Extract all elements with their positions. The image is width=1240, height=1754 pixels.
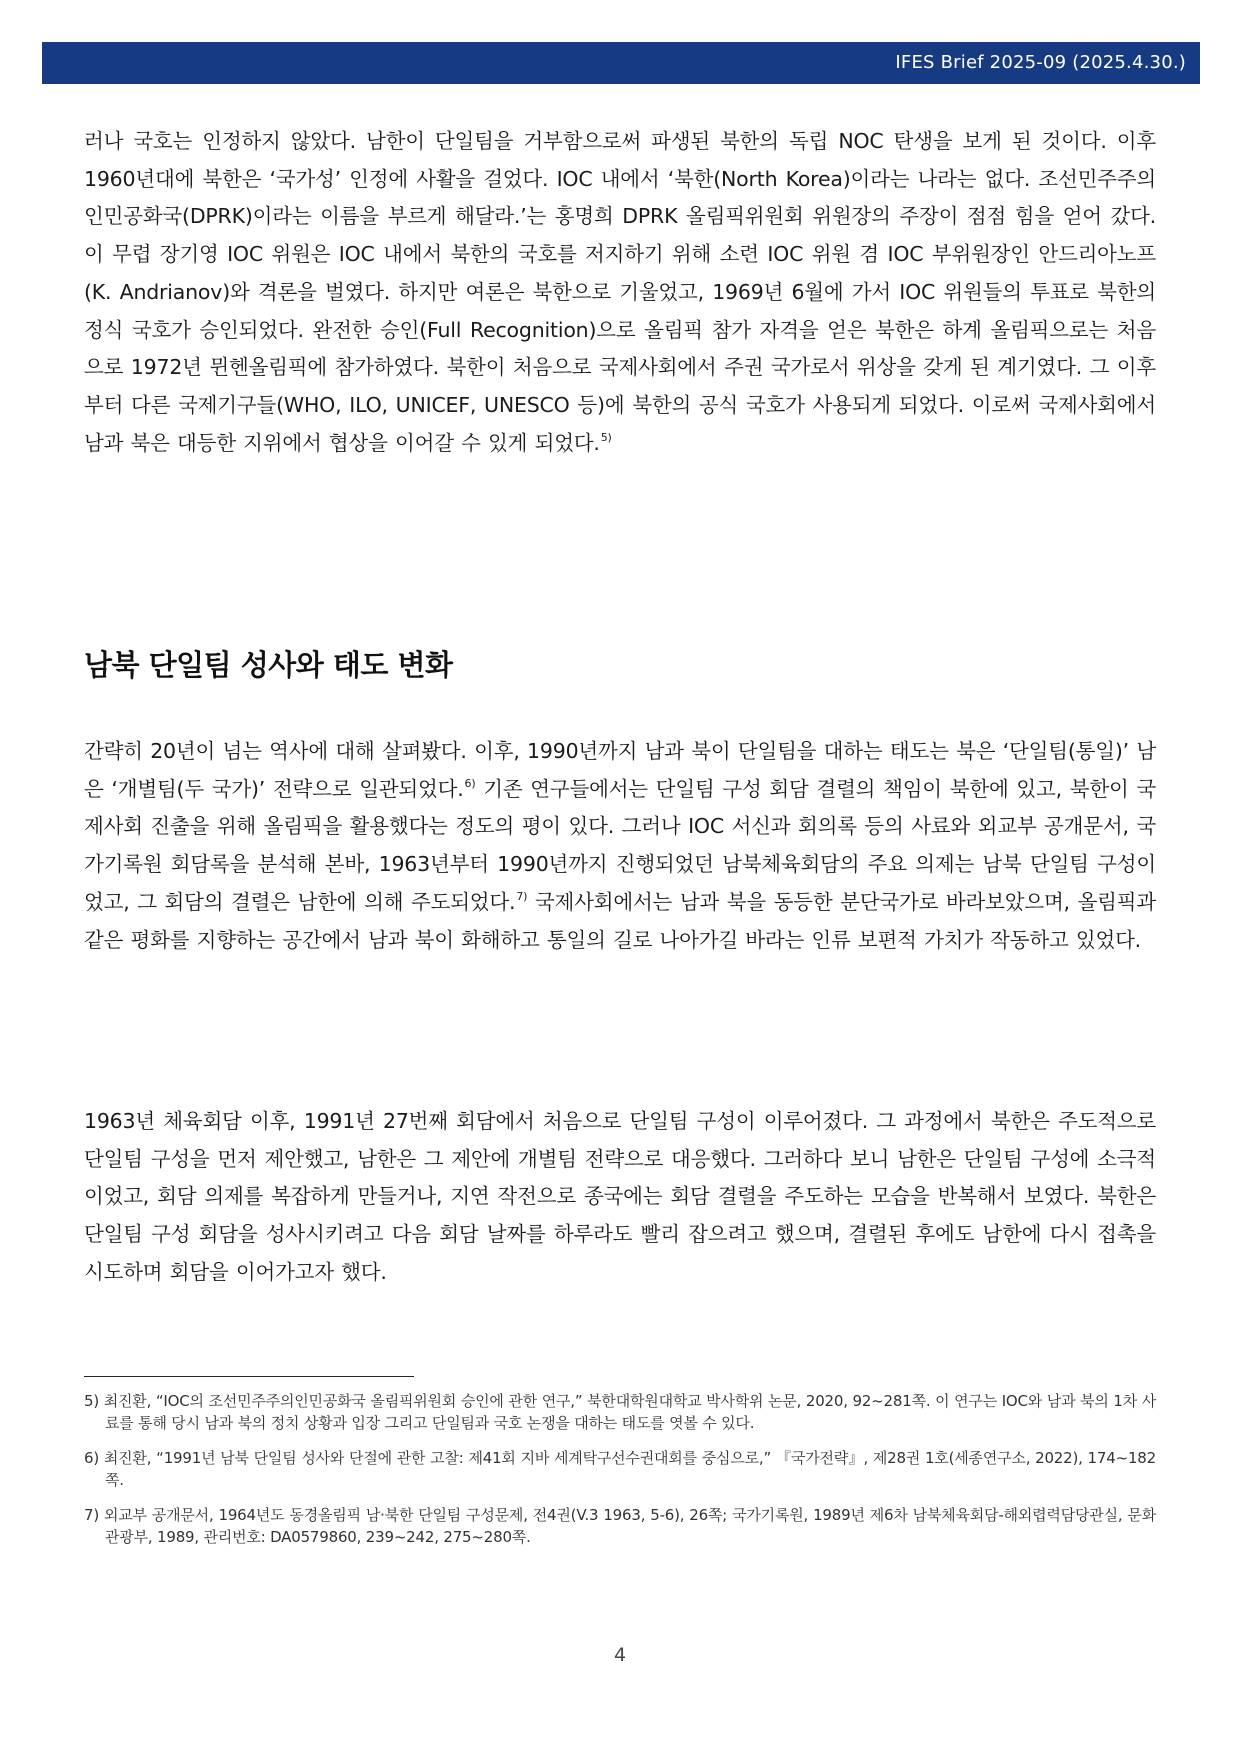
header-bar	[42, 42, 1200, 84]
page-number: 4	[613, 1644, 627, 1666]
footnote-text: 최진환, “IOC의 조선민주주의인민공화국 올림픽위원회 승인에 관한 연구,” 북한대학원대학교 박사학위 논문, 2020, 92~281쪽. 이 연구는 IOC와 남과 북의 1차 사료를 통해 당시 남과 북의 정치 상황과 입장 그리고 단일팀과 국호 논쟁을 대하는 태도를 엿볼 수 있다.	[103, 1392, 1156, 1432]
footnote-text: 외교부 공개문서, 1964년도 동경올림픽 남·북한 단일팀 구성문제, 전4권(V.3 1963, 5-6), 26쪽; 국가기록원, 1989년 제6차 남북체육회담-해외렵력담당관실, 문화관광부, 1989, 관리번호: DA0579860, 239~242, 275~280쪽.	[103, 1506, 1156, 1546]
footnote-6	[84, 1447, 1156, 1491]
section-heading: 남북 단일팀 성사와 태도 변화	[84, 648, 453, 682]
footnote-5	[84, 1390, 1156, 1434]
paragraph-3-text: 1963년 체육회담 이후, 1991년 27번째 회담에서 처음으로 단일팀 구성이 이루어졌다. 그 과정에서 북한은 주도적으로 단일팀 구성을 먼저 제안했고, 남한은 그 제안에 개별팀 전략으로 대응했다. 그러하다 보니 남한은 단일팀 구성에 소극적이었고, 회담 의제를 복잡하게 만들거나, 지연 작전으로 종국에는 회담 결렬을 주도하는 모습을 반복해서 보였다. 북한은 단일팀 구성 회담을 성사시키려고 다음 회담 날짜를 하루라도 빨리 잡으려고 했으며, 결렬된 후에도 남한에 다시 접촉을 시도하며 회담을 이어가고자 했다.	[84, 1109, 1156, 1284]
footnote-number: 7)	[84, 1506, 99, 1524]
footnotes	[84, 1390, 1156, 1561]
footnote-ref-7: 7)	[516, 889, 528, 903]
paragraph-1	[84, 123, 1156, 462]
paragraph-2-text-c: 국제사회에서는 남과 북을 동등한 분단국가로 바라보았으며, 올림픽과 같은 평화를 지향하는 공간에서 남과 북이 화해하고 통일의 길로 나아가길 바라는 인류 보편적 가치가 작동하고 있었다.	[84, 889, 1156, 952]
footnote-number: 6)	[84, 1449, 99, 1467]
paragraph-2-text-b: 기존 연구들에서는 단일팀 구성 회담 결렬의 책임이 북한에 있고, 북한이 국제사회 진출을 위해 올림픽을 활용했다는 정도의 평이 있다. 그러나 IOC 서신과 회의록 등의 사료와 외교부 공개문서, 국가기록원 회담록을 분석해 본바, 1963년부터 1990년까지 진행되었던 남북체육회담의 주요 의제는 남북 단일팀 구성이었고, 그 회담의 결렬은 남한에 의해 주도되었다.	[84, 776, 1156, 914]
paragraph-2	[84, 733, 1156, 959]
footnote-ref-5: 5)	[600, 430, 612, 444]
footnote-number: 5)	[84, 1392, 99, 1410]
footnote-ref-6: 6)	[464, 776, 476, 790]
paragraph-1-text: 러나 국호는 인정하지 않았다. 남한이 단일팀을 거부함으로써 파생된 북한의 독립 NOC 탄생을 보게 된 것이다. 이후 1960년대에 북한은 ‘국가성’ 인정에 사활을 걸었다. IOC 내에서 ‘북한(North Korea)이라는 나라는 없다. 조선민주주의인민공화국(DPRK)이라는 이름을 부르게 해달라.’는 홍명희 DPRK 올림픽위원회 위원장의 주장이 점점 힘을 얻어 갔다. 이 무렵 장기영 IOC 위원은 IOC 내에서 북한의 국호를 저지하기 위해 소련 IOC 위원 겸 IOC 부위원장인 안드리아노프(K. Andrianov)와 격론을 벌였다. 하지만 여론은 북한으로 기울었고, 1969년 6월에 가서 IOC 위원들의 투표로 북한의 정식 국호가 승인되었다. 완전한 승인(Full Recognition)으로 올림픽 참가 자격을 얻은 북한은 하계 올림픽으로는 처음으로 1972년 뮌헨올림픽에 참가하였다. 북한이 처음으로 국제사회에서 주권 국가로서 위상을 갖게 된 계기였다. 그 이후부터 다른 국제기구들(WHO, ILO, UNICEF, UNESCO 등)에 북한의 공식 국호가 사용되게 되었다. 이로써 국제사회에서 남과 북은 대등한 지위에서 협상을 이어갈 수 있게 되었다.	[84, 129, 1156, 455]
footnote-divider	[84, 1376, 414, 1377]
footnote-text: 최진환, “1991년 남북 단일팀 성사와 단절에 관한 고찰: 제41회 지바 세계탁구선수권대회를 중심으로,” 『국가전략』, 제28권 1호(세종연구소, 2022), 174~182쪽.	[103, 1449, 1156, 1489]
header-title: IFES Brief 2025-09 (2025.4.30.)	[895, 52, 1186, 73]
paragraph-3	[84, 1103, 1156, 1292]
footnote-7	[84, 1504, 1156, 1548]
paragraph-2-text-a: 간략히 20년이 넘는 역사에 대해 살펴봤다. 이후, 1990년까지 남과 북이 단일팀을 대하는 태도는 북은 ‘단일팀(통일)’ 남은 ‘개별팀(두 국가)’ 전략으로 일관되었다.	[84, 739, 1156, 801]
